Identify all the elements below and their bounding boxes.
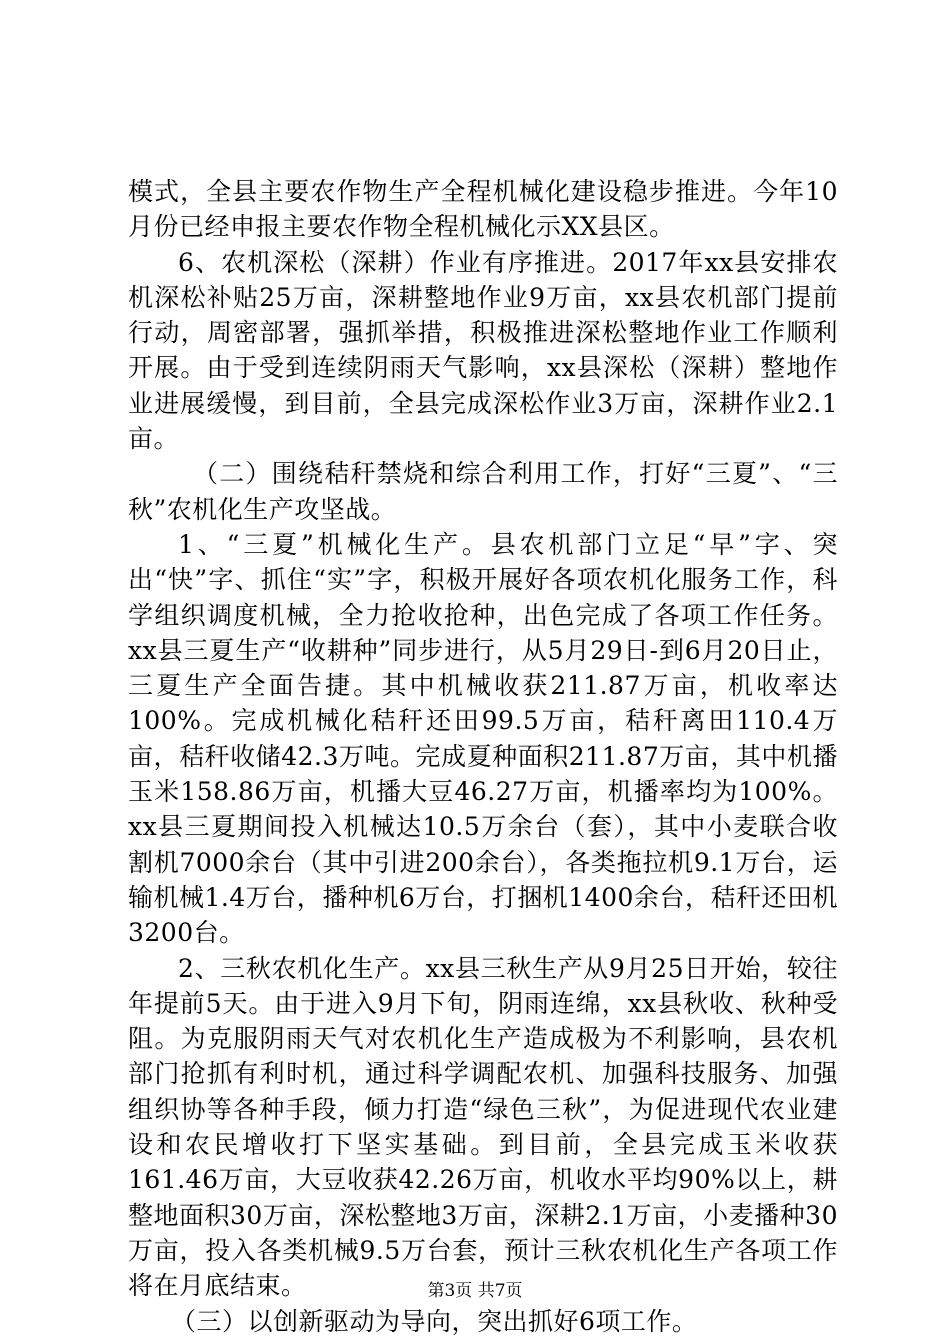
section-heading-2: （二）围绕秸秆禁烧和综合利用工作，打好“三夏”、“三秋”农机化生产攻坚战。 — [128, 459, 838, 524]
page-footer: 第3页 共7页 — [427, 1281, 523, 1301]
paragraph-item-1-summer-production: 1、“三夏”机械化生产。县农机部门立足“早”字、突出“快”字、抓住“实”字，积极开展好各项农机化服务工作，科学组织调度机械，全力抢收抢种，出色完成了各项工作任务。xx县三夏生产“收耕种”同步进行，从5月29日-到6月20日止，三夏生产全面告捷。其中机械收获211.87万亩，机收率达100%。完成机械化秸秆还田99.5万亩，秸秆离田110.4万亩，秸秆收储42.3万吨。完成夏种面积211.87万亩，其中机播玉米158.86万亩，机播大豆46.27万亩，机播率均为100%。xx县三夏期间投入机械达10.5万余台（套），其中小麦联合收割机7000余台（其中引进200余台），各类拖拉机9.1万台，运输机械1.4万台，播种机6万台，打捆机1400余台，秸秆还田机3200台。 — [128, 529, 838, 948]
document-body — [128, 174, 838, 1339]
paragraph-item-6-deep-tillage: 6、农机深松（深耕）作业有序推进。2017年xx县安排农机深松补贴25万亩，深耕整地作业9万亩，xx县农机部门提前行动，周密部署，强抓举措，积极推进深松整地作业工作顺利开展。由于受到连续阴雨天气影响，xx县深松（深耕）整地作业进展缓慢，到目前，全县完成深松作业3万亩，深耕作业2.1亩。 — [128, 247, 838, 454]
paragraph-continuation: 模式，全县主要农作物生产全程机械化建设稳步推进。今年10月份已经申报主要农作物全程机械化示XX县区。 — [128, 177, 838, 242]
section-heading-3: （三）以创新驱动为导向，突出抓好6项工作。 — [171, 1306, 698, 1336]
paragraph-item-2-autumn-production: 2、三秋农机化生产。xx县三秋生产从9月25日开始，较往年提前5天。由于进入9月下旬，阴雨连绵，xx县秋收、秋种受阻。为克服阴雨天气对农机化生产造成极为不利影响，县农机部门抢抓有利时机，通过科学调配农机、加强科技服务、加强组织协等各种手段，倾力打造“绿色三秋”，为促进现代农业建设和农民增收打下坚实基础。到目前，全县完成玉米收获161.46万亩，大豆收获42.26万亩，机收水平均90%以上，耕整地面积30万亩，深松整地3万亩，深耕2.1万亩，小麦播种30万亩，投入各类机械9.5万台套，预计三秋农机化生产各项工作将在月底结束。 — [128, 953, 838, 1301]
